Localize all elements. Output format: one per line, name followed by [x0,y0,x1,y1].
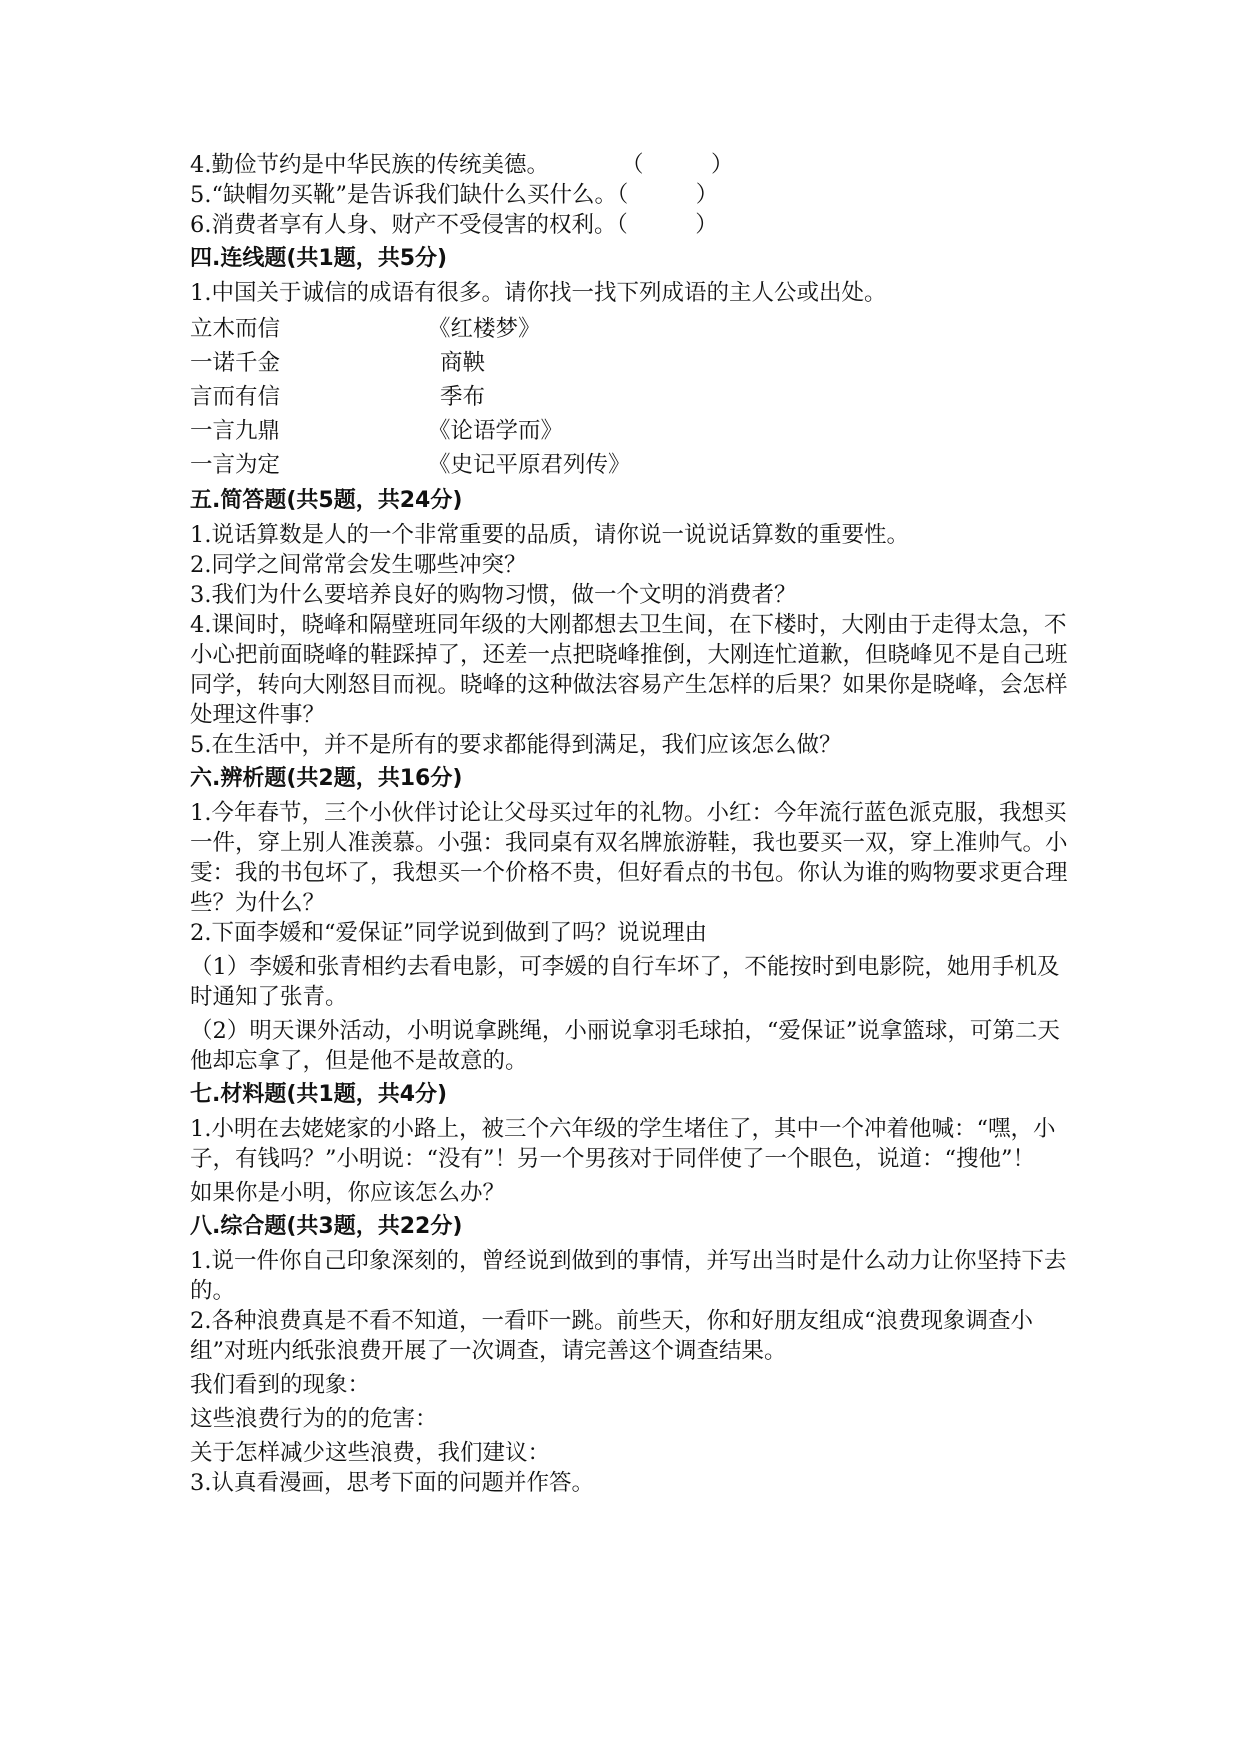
question: 2.各种浪费真是不看不知道，一看吓一跳。前些天，你和好朋友组成“浪费现象调查小组”对班内纸张浪费开展了一次调查，请完善这个调查结果。 [190,1308,1033,1364]
matching-pairs [190,312,1080,482]
source: 《论语学而》 [428,418,564,444]
question: 2.下面李媛和“爱保证”同学说到做到了吗？说说理由 [190,920,707,946]
idiom: 立木而信 [190,316,281,342]
question: 2.同学之间常常会发生哪些冲突？ [190,552,527,578]
question: 1.说话算数是人的一个非常重要的品质，请你说一说说话算数的重要性。 [190,522,909,548]
section-title-material: 七.材料题(共1题，共4分) [190,1082,448,1107]
section-title-short-answer: 五.简答题(共5题，共24分) [190,488,463,513]
tf-item-text: 6.消费者享有人身、财产不受侵害的权利。 [190,212,617,238]
answer-prompt: 我们看到的现象： [190,1372,371,1398]
question: 1.中国关于诚信的成语有很多。请你找一找下列成语的主人公或出处。 [190,280,887,306]
matching-pair [190,312,1080,346]
source: 《史记平原君列传》 [428,452,631,478]
matching-pair [190,414,1080,448]
source: 《红楼梦》 [428,316,541,342]
tf-item-6 [190,210,1080,240]
section-title-analysis: 六.辨析题(共2题，共16分) [190,766,463,791]
tf-item-4 [190,150,1080,180]
idiom: 一诺千金 [190,350,281,376]
question-prompt: 如果你是小明，你应该怎么办？ [190,1180,506,1206]
question: 3.认真看漫画，思考下面的问题并作答。 [190,1470,594,1496]
section-title-matching: 四.连线题(共1题，共5分) [190,246,448,271]
section-title-comprehensive: 八.综合题(共3题，共22分) [190,1214,463,1239]
idiom: 一言为定 [190,452,281,478]
matching-pair [190,380,1080,414]
source: 商鞅 [440,350,486,376]
question: 3.我们为什么要培养良好的购物习惯，做一个文明的消费者？ [190,582,797,608]
answer-paren: （ ） [620,152,734,178]
page-content [190,150,1080,1498]
tf-item-5 [190,180,1080,210]
answer-paren: （ ） [616,212,718,238]
question: 1.说一件你自己印象深刻的，曾经说到做到的事情，并写出当时是什么动力让你坚持下去的。 [190,1248,1067,1304]
source: 季布 [440,384,486,410]
tf-item-text: 5.“缺帽勿买靴”是告诉我们缺什么买什么。 [190,182,617,208]
idiom: 言而有信 [190,384,281,410]
question: 5.在生活中，并不是所有的要求都能得到满足，我们应该怎么做？ [190,732,842,758]
matching-pair [190,448,1080,482]
question: 1.小明在去姥姥家的小路上，被三个六年级的学生堵住了，其中一个冲着他喊：“嘿，小子，有钱吗？”小明说：“没有”！另一个男孩对于同伴使了一个眼色，说道：“搜他”！ [190,1116,1056,1172]
answer-paren: （ ） [616,182,719,208]
sub-question: （2）明天课外活动，小明说拿跳绳，小丽说拿羽毛球拍，“爱保证”说拿篮球，可第二天他却忘拿了，但是他不是故意的。 [190,1018,1060,1074]
idiom: 一言九鼎 [190,418,281,444]
sub-question: （1）李媛和张青相约去看电影，可李媛的自行车坏了，不能按时到电影院，她用手机及时通知了张青。 [190,954,1060,1010]
tf-item-text: 4.勤俭节约是中华民族的传统美德。 [190,152,549,178]
answer-prompt: 这些浪费行为的的危害： [190,1406,438,1432]
matching-pair [190,346,1080,380]
question: 1.今年春节，三个小伙伴讨论让父母买过年的礼物。小红：今年流行蓝色派克服，我想买一件，穿上别人准羡慕。小强：我同桌有双名牌旅游鞋，我也要买一双，穿上准帅气。小雯：我的书包坏了，我想买一个价格不贵，但好看点的书包。你认为谁的购物要求更合理些？为什么？ [190,800,1068,916]
question: 4.课间时，晓峰和隔壁班同年级的大刚都想去卫生间，在下楼时，大刚由于走得太急，不小心把前面晓峰的鞋踩掉了，还差一点把晓峰推倒，大刚连忙道歉，但晓峰见不是自己班同学，转向大刚怒目而视。晓峰的这种做法容易产生怎样的后果？如果你是晓峰，会怎样处理这件事？ [190,612,1068,728]
answer-prompt: 关于怎样减少这些浪费，我们建议： [190,1440,551,1466]
